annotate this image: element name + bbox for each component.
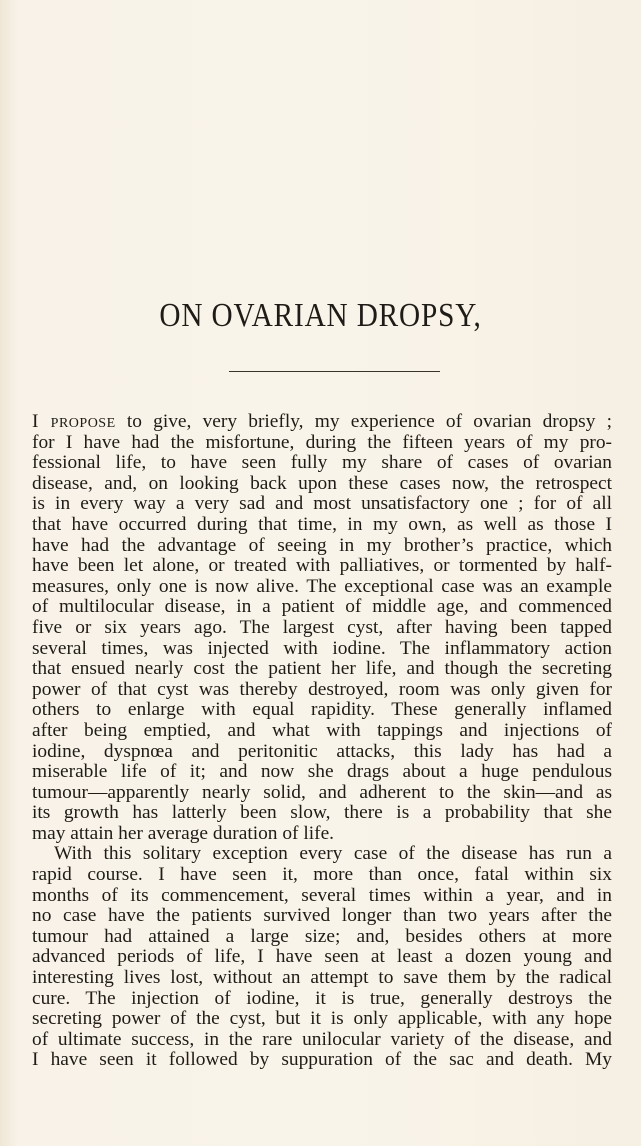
text-line: months of its commencement, several times within a year, and in	[32, 884, 612, 906]
text-line: may attain her average duration of life.	[32, 822, 335, 844]
text-line: I propose to give, very briefly, my experience of ovarian dropsy ;	[32, 411, 612, 432]
text-line: miserable life of it; and now she drags about a huge pendulous	[32, 761, 612, 783]
text-line: tumour—apparently nearly solid, and adherent to the skin—and as	[32, 781, 612, 803]
text-line: I have seen it followed by suppuration of the sac and death. My	[32, 1049, 612, 1071]
body-text	[32, 412, 612, 1071]
text-line: have been let alone, or treated with palliatives, or tormented by half-	[32, 555, 612, 577]
text-line: cure. The injection of iodine, it is true, generally destroys the	[32, 987, 612, 1009]
text-line: secreting power of the cyst, but it is only applicable, with any hope	[32, 1008, 612, 1030]
text-line: for I have had the misfortune, during the fifteen years of my pro-	[32, 431, 612, 453]
text-line: rapid course. I have seen it, more than once, fatal within six	[32, 864, 612, 886]
text-line: tumour had attained a large size; and, besides others at more	[32, 925, 612, 947]
text-line: no case have the patients survived longer than two years after the	[32, 905, 612, 927]
text-line: power of that cyst was thereby destroyed, room was only given for	[32, 678, 612, 700]
opening-word: I propose	[32, 411, 116, 432]
title-rule	[229, 371, 440, 372]
text-line: iodine, dyspnœa and peritonitic attacks, this lady has had a	[32, 740, 612, 762]
text-line: of multilocular disease, in a patient of middle age, and commenced	[32, 596, 612, 618]
text-line: of ultimate success, in the rare unilocular variety of the disease, and	[32, 1028, 612, 1050]
text-line: its growth has latterly been slow, there is a probability that she	[32, 802, 612, 824]
text-line: several times, was injected with iodine. The inflammatory action	[32, 637, 612, 659]
text-line: that have occurred during that time, in my own, as well as those I	[32, 513, 612, 535]
text-line: advanced periods of life, I have seen at least a dozen young and	[32, 946, 612, 968]
text-line: that ensued nearly cost the patient her life, and though the secreting	[32, 658, 612, 680]
text-line: is in every way a very sad and most unsatisfactory one ; for of all	[32, 493, 612, 515]
text-line: measures, only one is now alive. The exceptional case was an example	[32, 575, 612, 597]
text-line: interesting lives lost, without an attempt to save them by the radical	[32, 967, 612, 989]
text-line: after being emptied, and what with tappings and injections of	[32, 719, 612, 741]
text-line: disease, and, on looking back upon these cases now, the retrospect	[32, 472, 612, 494]
text-line: have had the advantage of seeing in my brother’s practice, which	[32, 534, 612, 556]
text-line: fessional life, to have seen fully my share of cases of ovarian	[32, 452, 612, 474]
text-line: With this solitary exception every case of the disease has run a	[54, 843, 612, 865]
text-line: five or six years ago. The largest cyst, after having been tapped	[32, 616, 612, 638]
chapter-title: ON OVARIAN DROPSY,	[159, 297, 482, 334]
text-line: others to enlarge with equal rapidity. These generally inflamed	[32, 699, 612, 721]
